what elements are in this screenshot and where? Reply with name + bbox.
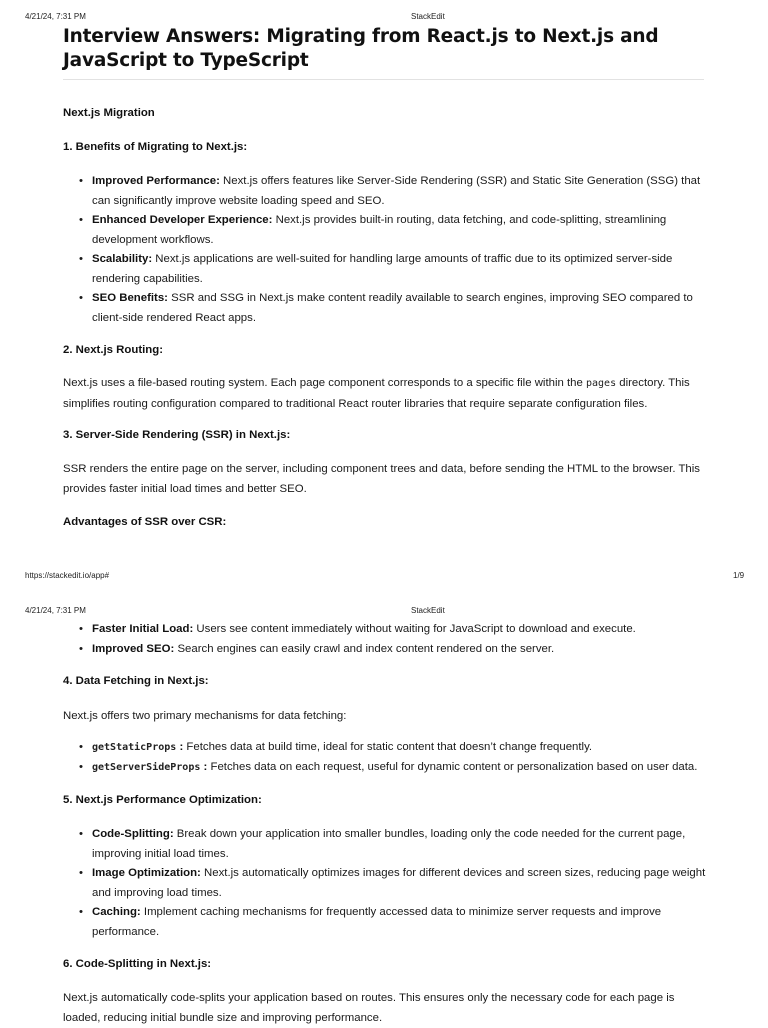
- print-footer-url: https://stackedit.io/app#: [25, 571, 110, 580]
- document-title: Interview Answers: Migrating from React.js to Next.js and JavaScript to TypeScript: [63, 26, 659, 71]
- list-item-text: Next.js offers features like Server-Side Rendering (SSR) and Static Site Generation (SSG) that can significantly improve website loading speed and SEO.: [92, 175, 701, 207]
- list-item-term: SEO Benefits:: [92, 292, 168, 304]
- list-item: [92, 738, 706, 758]
- heading-routing: 2. Next.js Routing:: [63, 344, 163, 356]
- list-item-text: Next.js provides built-in routing, data fetching, and code-splitting, streamlining development workflows.: [92, 214, 667, 246]
- routing-text-before: Next.js uses a file-based routing system. Each page component corresponds to a specific file within the: [63, 377, 586, 389]
- code-splitting-paragraph: Next.js automatically code-splits your application based on routes. This ensures only the necessary code for each page is loaded, reducing initial bundle size and improving performance.: [63, 992, 675, 1024]
- data-fetching-list: [63, 738, 706, 777]
- list-item-text: Fetches data on each request, useful for dynamic content or personalization based on user data.: [210, 760, 698, 773]
- list-item-text: Next.js automatically optimizes images for different devices and screen sizes, reducing page weight and improving load times.: [92, 867, 706, 899]
- list-item: [92, 864, 706, 903]
- list-item-text: Next.js applications are well-suited for handling large amounts of traffic due to its optimized server-side rendering capabilities.: [92, 253, 673, 285]
- list-item-text: Search engines can easily crawl and index content rendered on the server.: [174, 642, 555, 655]
- list-item: [92, 640, 706, 660]
- list-item-text: Implement caching mechanisms for frequently accessed data to minimize server requests and improve performance.: [92, 906, 662, 938]
- routing-text-after: directory. This simplifies routing configuration compared to traditional React router libraries that require separate configuration files.: [63, 377, 690, 410]
- benefits-list: [63, 172, 706, 328]
- list-item: [92, 620, 706, 640]
- print-header-date: 4/21/24, 7:31 PM: [25, 606, 86, 615]
- list-item-code: getServerSideProps: [92, 761, 201, 773]
- print-header-app: StackEdit: [411, 12, 445, 21]
- list-item-sep: :: [200, 760, 211, 773]
- section-title: Next.js Migration: [63, 107, 155, 119]
- list-item-term: Improved SEO:: [92, 642, 175, 655]
- heading-performance: 5. Next.js Performance Optimization:: [63, 794, 262, 806]
- list-item: [92, 211, 706, 250]
- routing-paragraph: [63, 373, 705, 414]
- list-item: [92, 172, 706, 211]
- list-item-text: Break down your application into smaller bundles, loading only the code needed for the current page, improving initial load times.: [92, 828, 686, 860]
- document-title-wrap: [63, 25, 706, 73]
- list-item-term: Faster Initial Load:: [92, 623, 194, 635]
- list-item-term: Scalability:: [92, 253, 153, 265]
- list-item: [92, 903, 706, 942]
- heading-data-fetching: 4. Data Fetching in Next.js:: [63, 675, 209, 687]
- ssr-paragraph: SSR renders the entire page on the server, including component trees and data, before sending the HTML to the browser. This provides faster initial load times and better SEO.: [63, 463, 700, 495]
- list-item-code: getStaticProps: [92, 742, 177, 753]
- list-item-term: Code-Splitting:: [92, 828, 174, 840]
- list-item-text: Users see content immediately without waiting for JavaScript to download and execute.: [193, 623, 636, 635]
- list-item-term: Enhanced Developer Experience:: [92, 214, 273, 226]
- heading-ssr: 3. Server-Side Rendering (SSR) in Next.js:: [63, 429, 291, 441]
- title-divider: [63, 79, 704, 80]
- heading-ssr-advantages: Advantages of SSR over CSR:: [63, 516, 227, 528]
- performance-list: [63, 825, 706, 942]
- data-fetching-paragraph: Next.js offers two primary mechanisms for data fetching:: [63, 710, 347, 722]
- list-item-term: Improved Performance:: [92, 175, 220, 187]
- ssr-advantages-list: [63, 620, 706, 659]
- list-item: [92, 250, 706, 289]
- list-item-text: SSR and SSG in Next.js make content readily available to search engines, improving SEO compared to client-side rendered React apps.: [92, 292, 693, 324]
- list-item-term: Caching:: [92, 906, 141, 918]
- pages-code: pages: [585, 378, 617, 389]
- list-item-sep: :: [176, 741, 187, 753]
- heading-code-splitting: 6. Code-Splitting in Next.js:: [63, 958, 212, 970]
- list-item: [92, 289, 706, 328]
- print-footer-page: 1/9: [733, 571, 745, 580]
- heading-benefits: 1. Benefits of Migrating to Next.js:: [63, 141, 248, 153]
- list-item: [92, 758, 706, 778]
- list-item-text: Fetches data at build time, ideal for static content that doesn’t change frequently.: [186, 741, 593, 753]
- list-item: [92, 825, 706, 864]
- print-header-app: StackEdit: [411, 606, 445, 615]
- list-item-term: Image Optimization:: [92, 867, 201, 879]
- print-header-date: 4/21/24, 7:31 PM: [25, 12, 86, 21]
